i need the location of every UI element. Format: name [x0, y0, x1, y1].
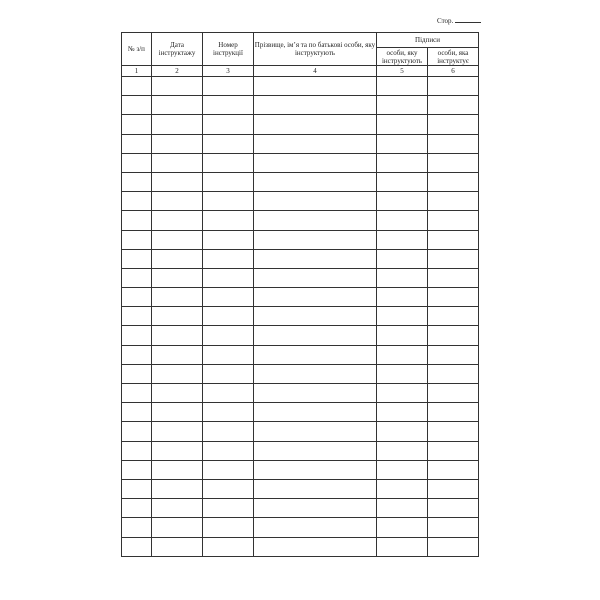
signature-instructed-cell[interactable] [377, 537, 428, 556]
table-row [122, 460, 479, 479]
name-cell[interactable] [254, 403, 377, 422]
signature-instructor-cell[interactable] [428, 422, 479, 441]
signature-instructor-cell[interactable] [428, 192, 479, 211]
table-row [122, 364, 479, 383]
instruction-cell[interactable] [203, 230, 254, 249]
instruction-cell[interactable] [203, 441, 254, 460]
num-cell[interactable] [122, 384, 152, 403]
page-label-text: Стор. [437, 17, 454, 25]
header-signature-instructed: особи, яку інструктують [377, 48, 428, 66]
column-number: 1 [122, 66, 152, 77]
signature-instructor-cell[interactable] [428, 153, 479, 172]
column-number: 4 [254, 66, 377, 77]
table-body [122, 77, 479, 557]
table-row [122, 153, 479, 172]
instruction-cell[interactable] [203, 326, 254, 345]
signature-instructor-cell[interactable] [428, 307, 479, 326]
num-cell[interactable] [122, 288, 152, 307]
signature-instructor-cell[interactable] [428, 460, 479, 479]
instruction-log-table [121, 32, 479, 557]
num-cell[interactable] [122, 307, 152, 326]
column-number: 5 [377, 66, 428, 77]
date-cell[interactable] [152, 153, 203, 172]
table-row [122, 307, 479, 326]
instruction-cell[interactable] [203, 384, 254, 403]
signature-instructor-cell[interactable] [428, 172, 479, 191]
instruction-cell[interactable] [203, 288, 254, 307]
signature-instructed-cell[interactable] [377, 153, 428, 172]
date-cell[interactable] [152, 479, 203, 498]
table-row [122, 96, 479, 115]
table-row [122, 345, 479, 364]
table-row [122, 192, 479, 211]
signature-instructed-cell[interactable] [377, 441, 428, 460]
column-number: 2 [152, 66, 203, 77]
signature-instructor-cell[interactable] [428, 345, 479, 364]
signature-instructor-cell[interactable] [428, 499, 479, 518]
date-cell[interactable] [152, 96, 203, 115]
num-cell[interactable] [122, 96, 152, 115]
instruction-cell[interactable] [203, 172, 254, 191]
instruction-cell[interactable] [203, 96, 254, 115]
date-cell[interactable] [152, 537, 203, 556]
signature-instructor-cell[interactable] [428, 384, 479, 403]
signature-instructor-cell[interactable] [428, 364, 479, 383]
signature-instructed-cell[interactable] [377, 422, 428, 441]
instruction-cell[interactable] [203, 499, 254, 518]
signature-instructor-cell[interactable] [428, 96, 479, 115]
num-cell[interactable] [122, 441, 152, 460]
name-cell[interactable] [254, 345, 377, 364]
table-row [122, 326, 479, 345]
signature-instructed-cell[interactable] [377, 384, 428, 403]
name-cell[interactable] [254, 537, 377, 556]
signature-instructed-cell[interactable] [377, 288, 428, 307]
num-cell[interactable] [122, 268, 152, 287]
num-cell[interactable] [122, 211, 152, 230]
date-cell[interactable] [152, 307, 203, 326]
num-cell[interactable] [122, 345, 152, 364]
signature-instructed-cell[interactable] [377, 249, 428, 268]
num-cell[interactable] [122, 77, 152, 96]
name-cell[interactable] [254, 422, 377, 441]
column-number: 6 [428, 66, 479, 77]
instruction-cell[interactable] [203, 403, 254, 422]
name-cell[interactable] [254, 96, 377, 115]
signature-instructed-cell[interactable] [377, 115, 428, 134]
name-cell[interactable] [254, 172, 377, 191]
date-cell[interactable] [152, 134, 203, 153]
num-cell[interactable] [122, 115, 152, 134]
table-row [122, 211, 479, 230]
instruction-cell[interactable] [203, 77, 254, 96]
name-cell[interactable] [254, 249, 377, 268]
instruction-cell[interactable] [203, 307, 254, 326]
header-num: № з/п [122, 33, 152, 66]
date-cell[interactable] [152, 345, 203, 364]
signature-instructor-cell[interactable] [428, 77, 479, 96]
table-row [122, 249, 479, 268]
date-cell[interactable] [152, 77, 203, 96]
table-row [122, 499, 479, 518]
table-row [122, 172, 479, 191]
name-cell[interactable] [254, 460, 377, 479]
instruction-cell[interactable] [203, 518, 254, 537]
date-cell[interactable] [152, 192, 203, 211]
date-cell[interactable] [152, 172, 203, 191]
date-cell[interactable] [152, 364, 203, 383]
table-row [122, 384, 479, 403]
signature-instructed-cell[interactable] [377, 172, 428, 191]
signature-instructor-cell[interactable] [428, 211, 479, 230]
num-cell[interactable] [122, 153, 152, 172]
name-cell[interactable] [254, 326, 377, 345]
signature-instructor-cell[interactable] [428, 403, 479, 422]
name-cell[interactable] [254, 77, 377, 96]
table-row [122, 441, 479, 460]
instruction-cell[interactable] [203, 134, 254, 153]
name-cell[interactable] [254, 364, 377, 383]
signature-instructed-cell[interactable] [377, 134, 428, 153]
signature-instructed-cell[interactable] [377, 192, 428, 211]
instruction-cell[interactable] [203, 345, 254, 364]
date-cell[interactable] [152, 403, 203, 422]
signature-instructed-cell[interactable] [377, 403, 428, 422]
date-cell[interactable] [152, 499, 203, 518]
header-full-name: Прізвище, ім’я та по батькові особи, яку інструктують [254, 33, 377, 66]
date-cell[interactable] [152, 268, 203, 287]
name-cell[interactable] [254, 211, 377, 230]
table-row [122, 268, 479, 287]
instruction-cell[interactable] [203, 211, 254, 230]
num-cell[interactable] [122, 479, 152, 498]
signature-instructed-cell[interactable] [377, 268, 428, 287]
name-cell[interactable] [254, 115, 377, 134]
signature-instructed-cell[interactable] [377, 307, 428, 326]
name-cell[interactable] [254, 384, 377, 403]
date-cell[interactable] [152, 249, 203, 268]
num-cell[interactable] [122, 364, 152, 383]
signature-instructor-cell[interactable] [428, 249, 479, 268]
instruction-cell[interactable] [203, 460, 254, 479]
name-cell[interactable] [254, 192, 377, 211]
signature-instructed-cell[interactable] [377, 211, 428, 230]
num-cell[interactable] [122, 172, 152, 191]
signature-instructed-cell[interactable] [377, 460, 428, 479]
signature-instructed-cell[interactable] [377, 77, 428, 96]
date-cell[interactable] [152, 115, 203, 134]
instruction-cell[interactable] [203, 364, 254, 383]
name-cell[interactable] [254, 230, 377, 249]
instruction-cell[interactable] [203, 479, 254, 498]
table-row [122, 479, 479, 498]
signature-instructor-cell[interactable] [428, 230, 479, 249]
table-row [122, 422, 479, 441]
header-date: Дата інструктажу [152, 33, 203, 66]
signature-instructor-cell[interactable] [428, 479, 479, 498]
signature-instructor-cell[interactable] [428, 134, 479, 153]
signature-instructor-cell[interactable] [428, 115, 479, 134]
name-cell[interactable] [254, 268, 377, 287]
name-cell[interactable] [254, 307, 377, 326]
signature-instructor-cell[interactable] [428, 537, 479, 556]
table-row [122, 403, 479, 422]
date-cell[interactable] [152, 288, 203, 307]
signature-instructor-cell[interactable] [428, 518, 479, 537]
page-number-blank[interactable] [455, 16, 481, 23]
signature-instructed-cell[interactable] [377, 345, 428, 364]
date-cell[interactable] [152, 384, 203, 403]
page-number-label [437, 16, 481, 25]
num-cell[interactable] [122, 422, 152, 441]
table-row [122, 288, 479, 307]
num-cell[interactable] [122, 326, 152, 345]
num-cell[interactable] [122, 403, 152, 422]
name-cell[interactable] [254, 134, 377, 153]
name-cell[interactable] [254, 518, 377, 537]
instruction-cell[interactable] [203, 537, 254, 556]
table-row [122, 134, 479, 153]
header-instruction-number: Номер інструкції [203, 33, 254, 66]
instruction-cell[interactable] [203, 268, 254, 287]
signature-instructor-cell[interactable] [428, 441, 479, 460]
instruction-cell[interactable] [203, 249, 254, 268]
signature-instructed-cell[interactable] [377, 364, 428, 383]
instruction-cell[interactable] [203, 422, 254, 441]
instruction-cell[interactable] [203, 153, 254, 172]
num-cell[interactable] [122, 460, 152, 479]
name-cell[interactable] [254, 288, 377, 307]
signature-instructor-cell[interactable] [428, 326, 479, 345]
date-cell[interactable] [152, 230, 203, 249]
instruction-cell[interactable] [203, 192, 254, 211]
num-cell[interactable] [122, 499, 152, 518]
date-cell[interactable] [152, 326, 203, 345]
signature-instructed-cell[interactable] [377, 499, 428, 518]
table-row [122, 537, 479, 556]
name-cell[interactable] [254, 499, 377, 518]
name-cell[interactable] [254, 479, 377, 498]
signature-instructed-cell[interactable] [377, 518, 428, 537]
table-row [122, 230, 479, 249]
date-cell[interactable] [152, 518, 203, 537]
signature-instructed-cell[interactable] [377, 230, 428, 249]
header-signatures: Підписи [377, 33, 479, 48]
instruction-cell[interactable] [203, 115, 254, 134]
num-cell[interactable] [122, 134, 152, 153]
table-row [122, 77, 479, 96]
name-cell[interactable] [254, 153, 377, 172]
signature-instructed-cell[interactable] [377, 479, 428, 498]
date-cell[interactable] [152, 460, 203, 479]
date-cell[interactable] [152, 422, 203, 441]
date-cell[interactable] [152, 441, 203, 460]
num-cell[interactable] [122, 192, 152, 211]
table-row [122, 518, 479, 537]
num-cell[interactable] [122, 249, 152, 268]
signature-instructed-cell[interactable] [377, 96, 428, 115]
num-cell[interactable] [122, 230, 152, 249]
header-signature-instructor: особи, яка інструктує [428, 48, 479, 66]
signature-instructor-cell[interactable] [428, 288, 479, 307]
table-row [122, 115, 479, 134]
column-number: 3 [203, 66, 254, 77]
signature-instructed-cell[interactable] [377, 326, 428, 345]
name-cell[interactable] [254, 441, 377, 460]
signature-instructor-cell[interactable] [428, 268, 479, 287]
num-cell[interactable] [122, 537, 152, 556]
date-cell[interactable] [152, 211, 203, 230]
num-cell[interactable] [122, 518, 152, 537]
